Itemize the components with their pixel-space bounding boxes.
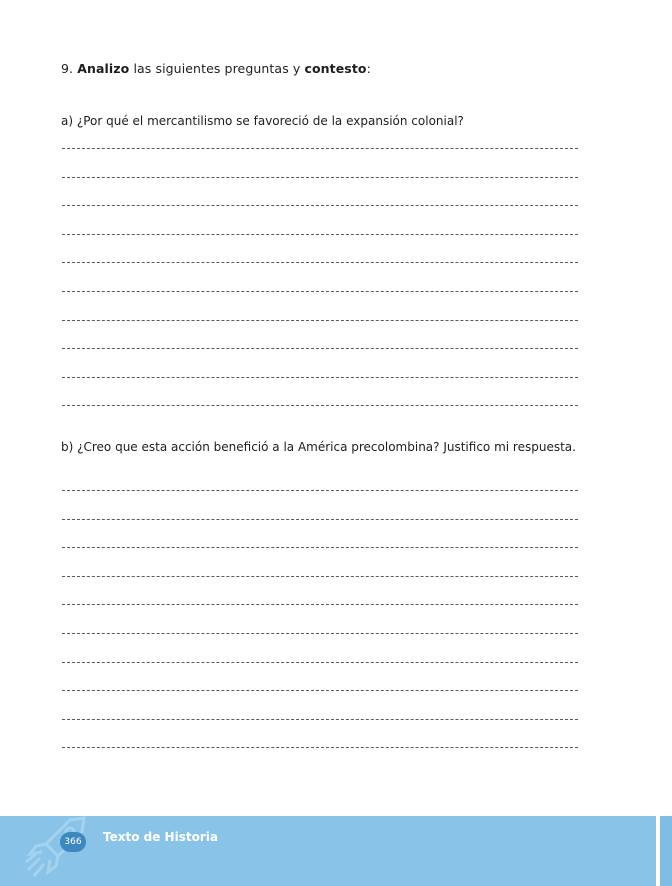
- instruction-verb-analyze: Analizo: [77, 61, 130, 76]
- answer-line: [62, 604, 578, 605]
- answer-line: [62, 291, 578, 292]
- answer-line: [62, 234, 578, 235]
- answer-line: [62, 490, 578, 491]
- answer-line: [62, 719, 578, 720]
- answer-line: [62, 747, 578, 748]
- answer-line: [62, 177, 578, 178]
- answer-line: [62, 662, 578, 663]
- page-footer: [0, 816, 672, 886]
- answer-line: [62, 320, 578, 321]
- instruction-text: las siguientes preguntas y: [133, 61, 301, 76]
- answer-line: [62, 148, 578, 149]
- answer-line: [62, 633, 578, 634]
- answer-line: [62, 377, 578, 378]
- answer-line: [62, 205, 578, 206]
- answer-line: [62, 576, 578, 577]
- instruction-colon: :: [366, 61, 371, 76]
- instruction-verb-answer: contesto: [304, 61, 367, 76]
- question-b: b) ¿Creo que esta acción benefició a la América precolombina? Justifico mi respuesta.: [61, 440, 576, 454]
- answer-line: [62, 519, 578, 520]
- question-a: a) ¿Por qué el mercantilismo se favoreció de la expansión colonial?: [61, 114, 464, 128]
- answer-line: [62, 348, 578, 349]
- activity-instruction: [61, 61, 371, 76]
- answer-line: [62, 405, 578, 406]
- activity-number: 9.: [61, 61, 74, 76]
- answer-line: [62, 547, 578, 548]
- footer-edge-strip: [656, 816, 672, 886]
- answer-line: [62, 262, 578, 263]
- page-number: 366: [60, 832, 86, 852]
- answer-line: [62, 690, 578, 691]
- book-title: Texto de Historia: [103, 830, 218, 844]
